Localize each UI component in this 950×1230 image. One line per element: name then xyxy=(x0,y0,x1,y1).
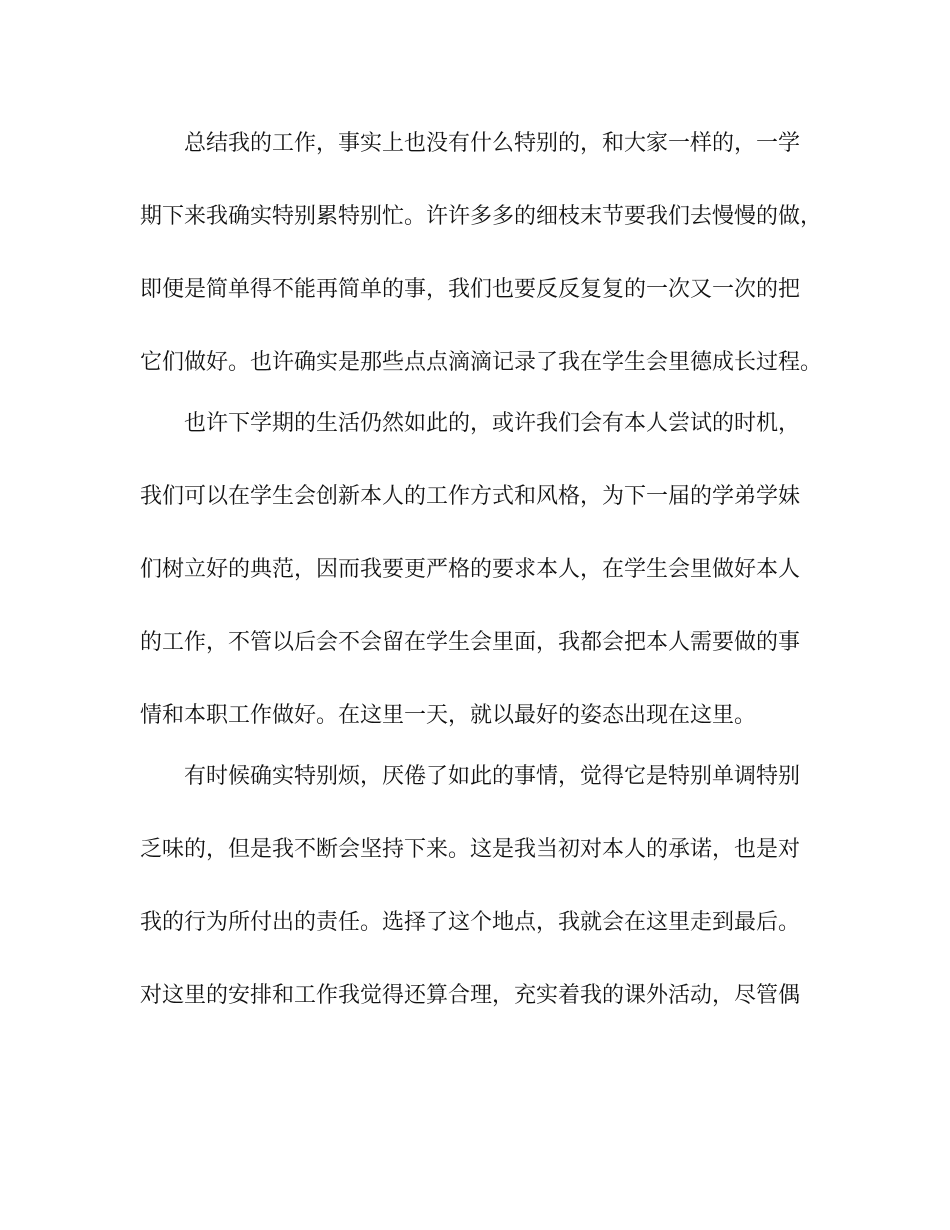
paragraph-3-line-2: 乏味的，但是我不断会坚持下来。这是我当初对本人的承诺，也是对 xyxy=(140,837,801,862)
paragraph-1-line-3: 即便是简单得不能再简单的事，我们也要反反复复的一次又一次的把 xyxy=(140,277,801,302)
paragraph-2-line-5: 情和本职工作做好。在这里一天，就以最好的姿态出现在这里。 xyxy=(140,703,757,728)
paragraph-2-line-1: 也许下学期的生活仍然如此的，或许我们会有本人尝试的时机， xyxy=(184,411,801,436)
paragraph-3-line-1: 有时候确实特别烦，厌倦了如此的事情，觉得它是特别单调特别 xyxy=(184,764,801,789)
paragraph-2-line-4: 的工作，不管以后会不会留在学生会里面，我都会把本人需要做的事 xyxy=(140,630,801,655)
paragraph-3-line-3: 我的行为所付出的责任。选择了这个地点，我就会在这里走到最后。 xyxy=(140,910,801,935)
paragraph-1-line-1: 总结我的工作，事实上也没有什么特别的，和大家一样的，一学 xyxy=(184,131,801,156)
paragraph-1-line-4: 它们做好。也许确实是那些点点滴滴记录了我在学生会里德成长过程。 xyxy=(140,350,823,375)
paragraph-3-line-4: 对这里的安排和工作我觉得还算合理，充实着我的课外活动，尽管偶 xyxy=(140,983,801,1008)
paragraph-2-line-3: 们树立好的典范，因而我要更严格的要求本人，在学生会里做好本人 xyxy=(140,557,801,582)
paragraph-1-line-2: 期下来我确实特别累特别忙。许许多多的细枝末节要我们去慢慢的做， xyxy=(140,204,823,229)
paragraph-2-line-2: 我们可以在学生会创新本人的工作方式和风格，为下一届的学弟学妹 xyxy=(140,484,801,509)
